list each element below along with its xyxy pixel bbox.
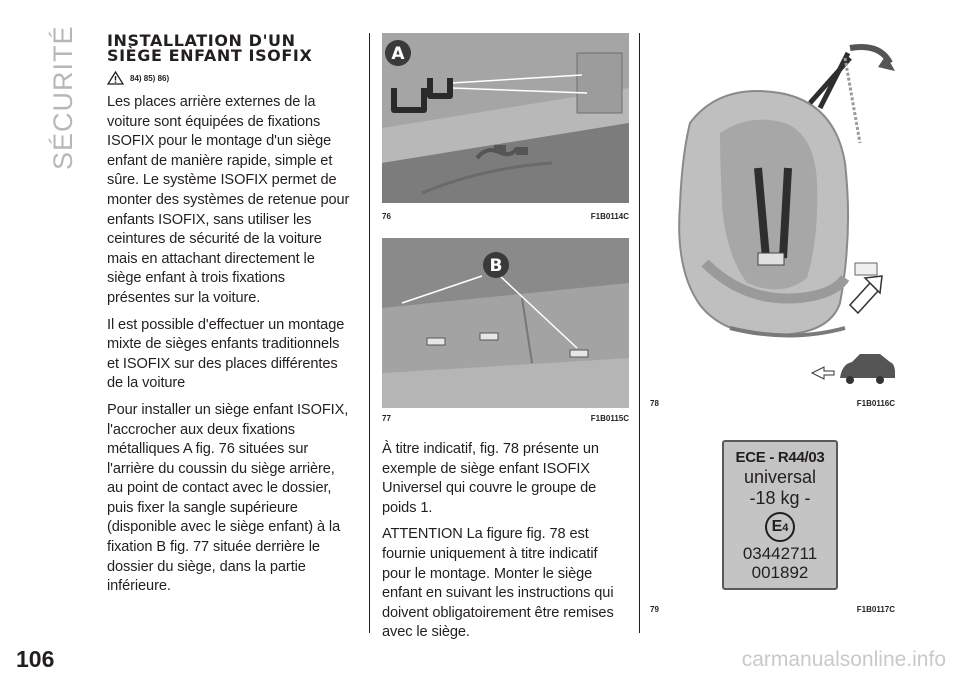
warning-refs: 84) 85) 86) (130, 73, 170, 83)
figure-79-number: 79 (650, 605, 659, 614)
paragraph-1: Les places arrière externes de la voiture sont équipées de fixations ISOFIX pour le montage d'un siège enfant de manière rapide, simple et sûre. Le système ISOFIX permet de monter des systèmes de retenue pour enfants ISOFIX, sans utiliser les ceintures de sécurité de la voiture mais en attachant directement le siège enfant à trois fixations présentes sur la voiture. (107, 94, 350, 306)
section-title-line2: SIÈGE ENFANT ISOFIX (107, 46, 313, 65)
figure-76-caption (382, 212, 629, 221)
approval-category: universal (743, 467, 817, 487)
figure-76-image (382, 33, 629, 203)
warning-icon (107, 71, 124, 85)
approval-label (722, 440, 838, 590)
paragraph-2: Il est possible d'effectuer un montage mixte de sièges enfants traditionnels et ISOFIX sur des places différentes de la voiture (107, 316, 345, 392)
approval-serial: 001892 (751, 563, 809, 582)
figure-77-caption (382, 414, 629, 423)
section-title-line1: INSTALLATION D'UN (107, 31, 296, 50)
figure-78-caption (650, 399, 895, 408)
column-divider-1 (369, 33, 370, 633)
figure-78-image (650, 33, 895, 393)
figure-77-number: 77 (382, 414, 391, 423)
figure-78-number: 78 (650, 399, 659, 408)
figure-77-marker: B (489, 256, 503, 276)
figure-76-marker: A (391, 44, 405, 64)
approval-weight: -18 kg - (749, 488, 811, 508)
section-title (107, 33, 352, 63)
section-side-label: SÉCURITÉ (48, 25, 78, 170)
approval-number: 03442711 (742, 544, 818, 563)
e-mark-letter: E (771, 518, 783, 535)
figure-76-number: 76 (382, 212, 391, 221)
col2-paragraph-1: À titre indicatif, fig. 78 présente un exemple de siège enfant ISOFIX Universel qui couvre le groupe de poids 1. (382, 441, 599, 516)
column-divider-2 (639, 33, 640, 633)
warning-row (107, 71, 352, 85)
paragraph-3: Pour installer un siège enfant ISOFIX, l'accrocher aux deux fixations métalliques A fig. 76 situées sur l'arrière du coussin du siège arrière, au point de contact avec le dossier, puis fixer la sangle supérieure (disponible avec le siège enfant) à la fixation B fig. 77 située derrière le dossier du siège, dans la partie inférieure. (107, 401, 349, 595)
figure-79-code: F1B0117C (856, 605, 895, 614)
page-number: 106 (16, 646, 55, 672)
figure-77-image (382, 238, 629, 408)
e-mark-icon (765, 512, 795, 542)
col2-paragraph-2: ATTENTION La figure fig. 78 est fournie uniquement à titre indicatif pour le montage. Monter le siège enfant en suivant les instructions qui doivent obligatoirement être remises avec le siège. (382, 526, 614, 641)
main-text-column (107, 33, 352, 604)
watermark: carmanualsonline.info (741, 648, 946, 671)
figure-79-caption (650, 605, 895, 614)
e-mark-number: 4 (782, 522, 789, 534)
figure-76-code: F1B0114C (590, 212, 629, 221)
figure-78-code: F1B0116C (856, 399, 895, 408)
figure-77-code: F1B0115C (590, 414, 629, 423)
approval-regulation: ECE - R44/03 (735, 449, 825, 466)
column-2-text (382, 440, 629, 650)
